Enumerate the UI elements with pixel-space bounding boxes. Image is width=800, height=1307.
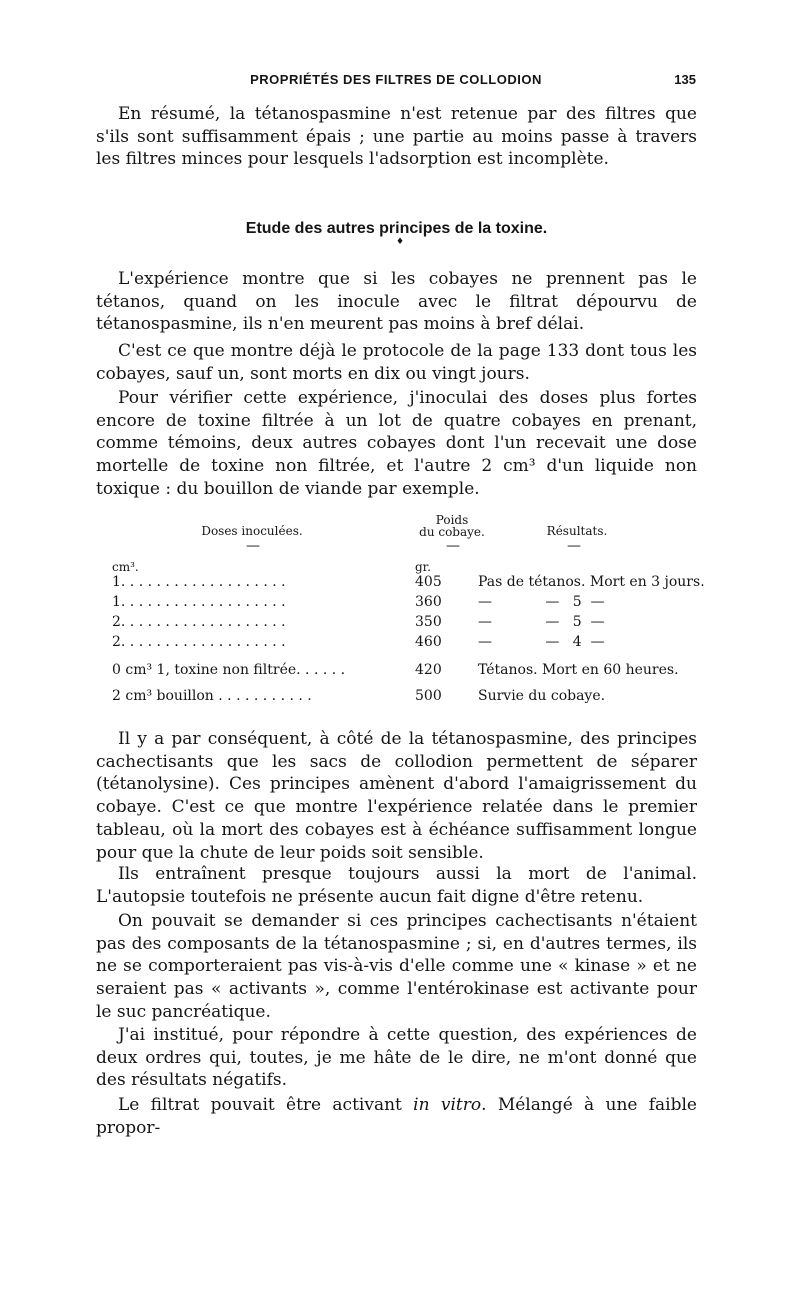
header-dash-doses: — — [246, 538, 260, 554]
cell-resultat: — — 4 — — [478, 634, 605, 650]
cell-poids: 405 — [415, 574, 442, 590]
paragraph-conclusion: Il y a par conséquent, à côté de la tétanospasmine, des principes cachectisants que les sacs de collodion permettent de séparer (tétanolysine). Ces principes amènent d'abord l'amaigrissement du cobaye. C'est ce que montre l'expérience relatée dans le premier tableau, où la mort des cobayes est à échéance suffisamment longue pour que la chute de leur poids soit sensible. — [96, 729, 697, 863]
cell-poids: 360 — [415, 594, 442, 610]
paragraph-kinase: On pouvait se demander si ces principes cachectisants n'étaient pas des composants de la tétanospasmine ; si, en d'autres termes, ils ne se comporteraient pas vis-à-vis d'elle comme une « kinase » et ne seraient pas « activants », comme l'entérokinase est activante pour le suc pancréatique. — [96, 911, 697, 1022]
cell-poids: 500 — [415, 688, 442, 704]
cell-resultat: Tétanos. Mort en 60 heures. — [478, 662, 679, 678]
unit-poids: gr. — [415, 560, 431, 574]
header-dash-resultats: — — [567, 538, 581, 554]
table-row — [112, 634, 702, 654]
paragraph-autopsy: Ils entraînent presque toujours aussi la mort de l'animal. L'autopsie toutefois ne présente aucun fait digne d'être retenu. — [96, 864, 697, 907]
paragraph-experience: L'expérience montre que si les cobayes ne prennent pas le tétanos, quand on les inocule avec le filtrat dépourvu de tétanospasmine, ils n'en meurent pas moins à bref délai. — [96, 269, 697, 335]
table-row — [112, 614, 702, 634]
table-row — [112, 574, 705, 594]
cell-dose: 1. . . . . . . . . . . . . . . . . . . — [112, 594, 286, 610]
cell-resultat: — — 5 — — [478, 594, 605, 610]
cell-dose: 2. . . . . . . . . . . . . . . . . . . — [112, 614, 286, 630]
page-number: 135 — [674, 72, 696, 87]
in-vitro-italic: in vitro — [413, 1095, 482, 1115]
cell-dose: 2. . . . . . . . . . . . . . . . . . . — [112, 634, 286, 650]
cell-dose: 2 cm³ bouillon . . . . . . . . . . . — [112, 688, 312, 704]
paragraph-summary: En résumé, la tétanospasmine n'est retenue par des filtres que s'ils sont suffisamment épais ; une partie au moins passe à travers les filtres minces pour lesquels l'adsorption est incomplète. — [96, 104, 697, 170]
table-row — [112, 594, 702, 614]
cell-poids: 460 — [415, 634, 442, 650]
column-header-resultats: Résultats. — [546, 524, 608, 538]
cell-poids: 420 — [415, 662, 442, 678]
table-row — [112, 688, 702, 708]
ornament-icon: ♦ — [396, 237, 405, 247]
cell-dose: 1. . . . . . . . . . . . . . . . . . . — [112, 574, 286, 590]
paragraph-verification: Pour vérifier cette expérience, j'inoculai des doses plus fortes encore de toxine filtrée à un lot de quatre cobayes en prenant, comme témoins, deux autres cobayes dont l'un recevait une dose mortelle de toxine non filtrée, et l'autre 2 cm³ d'un liquide non toxique : du bouillon de viande par exemple. — [96, 388, 697, 499]
column-header-poids — [397, 514, 507, 538]
column-header-doses: Doses inoculées. — [201, 524, 303, 538]
column-header-poids-line1: Poids — [435, 513, 469, 527]
running-header — [96, 72, 696, 96]
cell-poids: 350 — [415, 614, 442, 630]
table-row — [112, 662, 702, 682]
cell-resultat: — — 5 — — [478, 614, 605, 630]
section-heading: Etude des autres principes de la toxine. — [245, 220, 548, 237]
cell-resultat: Survie du cobaye. — [478, 688, 606, 704]
running-title: PROPRIÉTÉS DES FILTRES DE COLLODION — [250, 72, 542, 87]
cell-resultat: Pas de tétanos. Mort en 3 jours. — [478, 574, 705, 590]
filtrate-text-start: Le filtrat pouvait être activant — [118, 1095, 414, 1115]
cell-dose: 0 cm³ 1, toxine non filtrée. . . . . . — [112, 662, 346, 678]
paragraph-protocol: C'est ce que montre déjà le protocole de la page 133 dont tous les cobayes, sauf un, sont morts en dix ou vingt jours. — [96, 341, 697, 384]
header-dash-poids: — — [446, 538, 460, 554]
paragraph-experiments: J'ai institué, pour répondre à cette question, des expériences de deux ordres qui, toutes, je me hâte de le dire, ne m'ont donné que des résultats négatifs. — [96, 1025, 697, 1091]
column-header-poids-line2: du cobaye. — [419, 525, 485, 539]
unit-doses: cm³. — [112, 560, 139, 574]
paragraph-filtrate — [96, 1094, 697, 1139]
filtrate-text-end: . Mélangé à une faible propor- — [96, 1095, 697, 1138]
results-table — [112, 510, 705, 710]
